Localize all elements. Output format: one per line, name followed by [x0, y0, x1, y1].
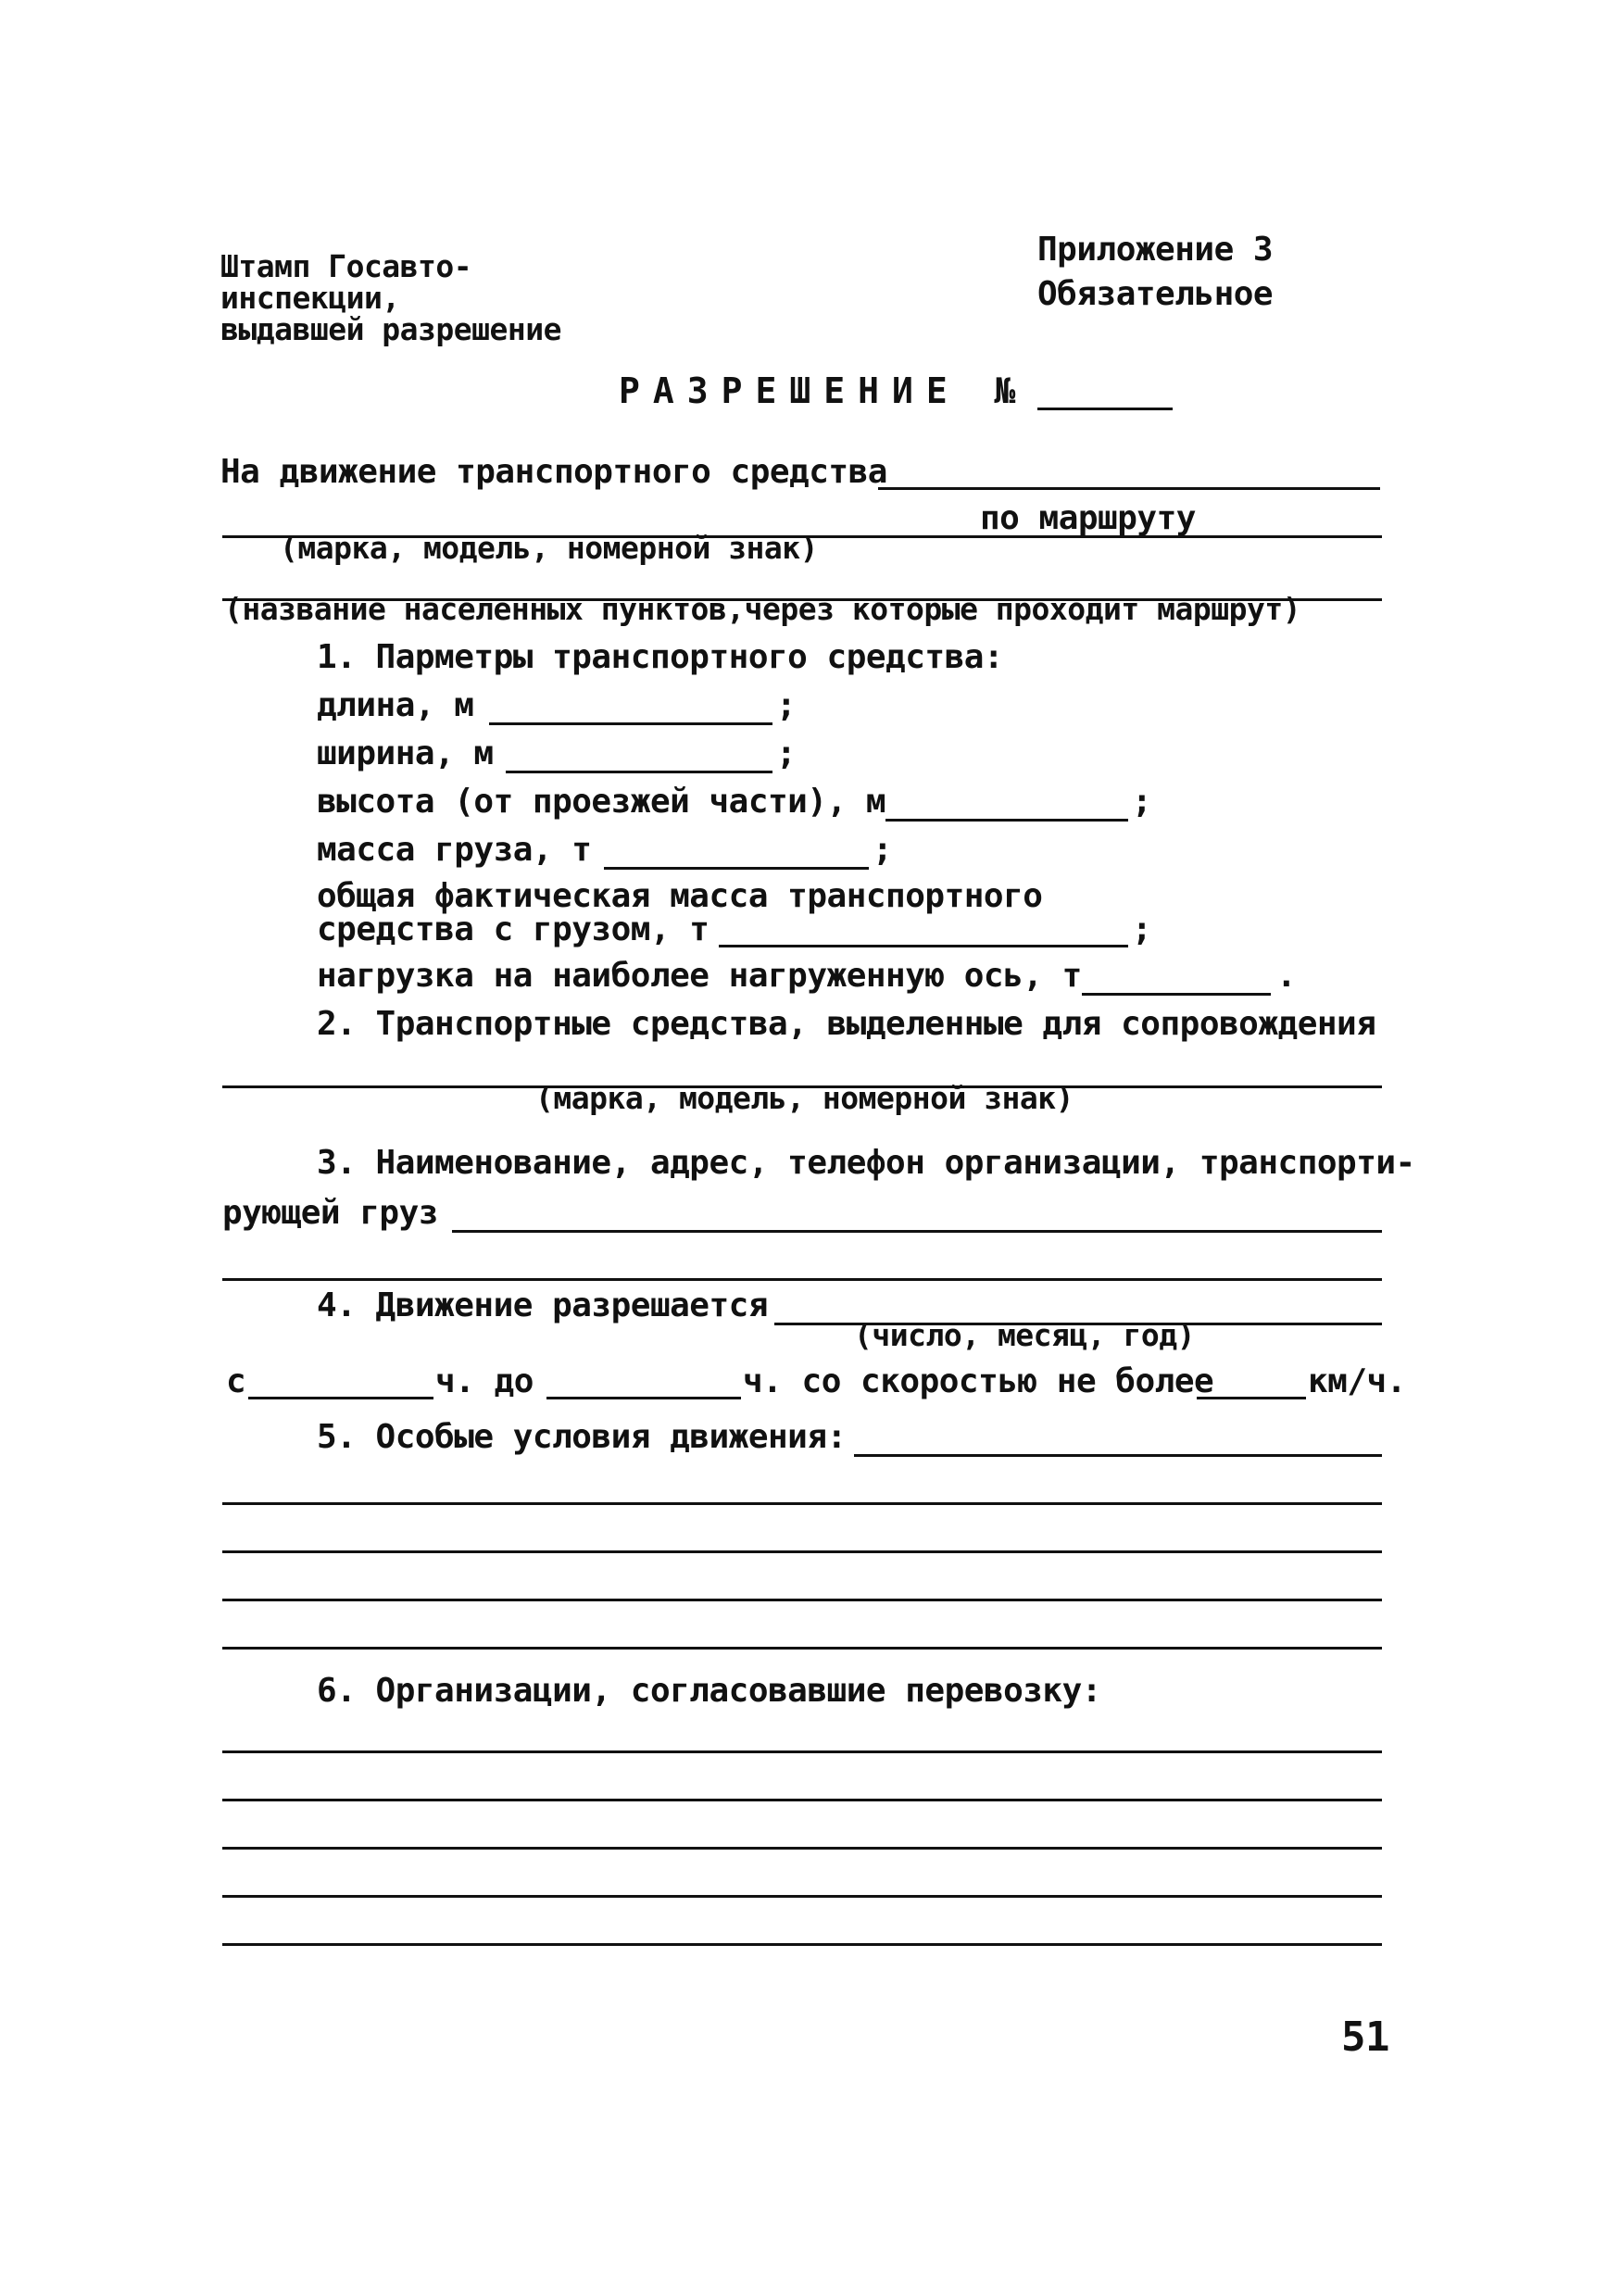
- axle-load-label: нагрузка на наиболее нагруженную ось, т: [317, 957, 1082, 995]
- cargo-mass-semicolon: ;: [873, 831, 893, 869]
- to-hour-field[interactable]: [546, 1397, 741, 1399]
- axle-load-period: .: [1276, 957, 1297, 995]
- section1-heading: 1. Парметры транспортного средства:: [317, 638, 1004, 676]
- height-field[interactable]: [885, 819, 1128, 822]
- width-semicolon: ;: [776, 734, 797, 772]
- vehicle-field-line[interactable]: [878, 487, 1380, 490]
- length-field[interactable]: [489, 722, 772, 725]
- document-title: РАЗРЕШЕНИЕ №: [619, 370, 1029, 411]
- approvals-field-4[interactable]: [222, 1895, 1382, 1898]
- axle-load-field[interactable]: [1082, 993, 1271, 996]
- from-hour-field[interactable]: [248, 1397, 433, 1399]
- hour-to-label: ч. до: [435, 1362, 534, 1400]
- height-label: высота (от проезжей части), м: [317, 783, 886, 821]
- approvals-field-5[interactable]: [222, 1943, 1382, 1946]
- total-mass-field[interactable]: [719, 945, 1128, 947]
- section5-heading: 5. Особые условия движения:: [317, 1418, 847, 1456]
- section4-heading: 4. Движение разрешается: [317, 1286, 768, 1324]
- cargo-mass-field[interactable]: [604, 867, 869, 870]
- conditions-field-5[interactable]: [222, 1647, 1382, 1650]
- from-label: с: [226, 1362, 246, 1400]
- approvals-field-2[interactable]: [222, 1799, 1382, 1801]
- speed-field[interactable]: [1197, 1397, 1306, 1399]
- intro-label: На движение транспортного средства: [220, 453, 887, 491]
- organization-field-2[interactable]: [222, 1278, 1382, 1281]
- stamp-line-1: Штамп Госавто-: [220, 248, 472, 284]
- cargo-mass-label: масса груза, т: [317, 831, 592, 869]
- section6-heading: 6. Организации, согласовавшие перевозку:: [317, 1672, 1101, 1710]
- date-caption: (число, месяц, год): [854, 1317, 1195, 1353]
- escort-caption: (марка, модель, номерной знак): [535, 1080, 1074, 1116]
- stamp-line-2: инспекции,: [220, 280, 400, 316]
- section3-heading-2: рующей груз: [222, 1194, 438, 1232]
- conditions-field-4[interactable]: [222, 1599, 1382, 1601]
- total-mass-semicolon: ;: [1132, 910, 1152, 948]
- annex-number: Приложение 3: [1037, 231, 1274, 269]
- total-mass-label-2: средства с грузом, т: [317, 910, 710, 948]
- speed-unit: км/ч.: [1308, 1362, 1406, 1400]
- total-mass-label-1: общая фактическая масса транспортного: [317, 877, 1043, 915]
- route-caption: (название населенных пунктов,через которые проходит маршрут): [224, 591, 1301, 627]
- organization-field-1[interactable]: [452, 1230, 1382, 1233]
- length-label: длина, м: [317, 686, 474, 724]
- length-semicolon: ;: [776, 686, 797, 724]
- permit-number-field[interactable]: [1037, 408, 1173, 410]
- vehicle-caption: (марка, модель, номерной знак): [280, 530, 819, 566]
- hour-speed-label: ч. со скоростью не более: [743, 1362, 1214, 1400]
- route-label: по маршруту: [980, 499, 1196, 537]
- conditions-field-1[interactable]: [854, 1454, 1382, 1457]
- height-semicolon: ;: [1132, 783, 1152, 821]
- width-field[interactable]: [506, 771, 772, 773]
- section3-heading-1: 3. Наименование, адрес, телефон организации, транспорти-: [317, 1144, 1415, 1182]
- annex-mandatory: Обязательное: [1037, 275, 1274, 313]
- approvals-field-3[interactable]: [222, 1847, 1382, 1850]
- page-number: 51: [1341, 2014, 1389, 2061]
- stamp-line-3: выдавшей разрешение: [220, 311, 561, 347]
- approvals-field-1[interactable]: [222, 1750, 1382, 1753]
- section2-heading: 2. Транспортные средства, выделенные для сопровождения: [317, 1005, 1376, 1043]
- conditions-field-2[interactable]: [222, 1502, 1382, 1505]
- conditions-field-3[interactable]: [222, 1550, 1382, 1553]
- width-label: ширина, м: [317, 734, 494, 772]
